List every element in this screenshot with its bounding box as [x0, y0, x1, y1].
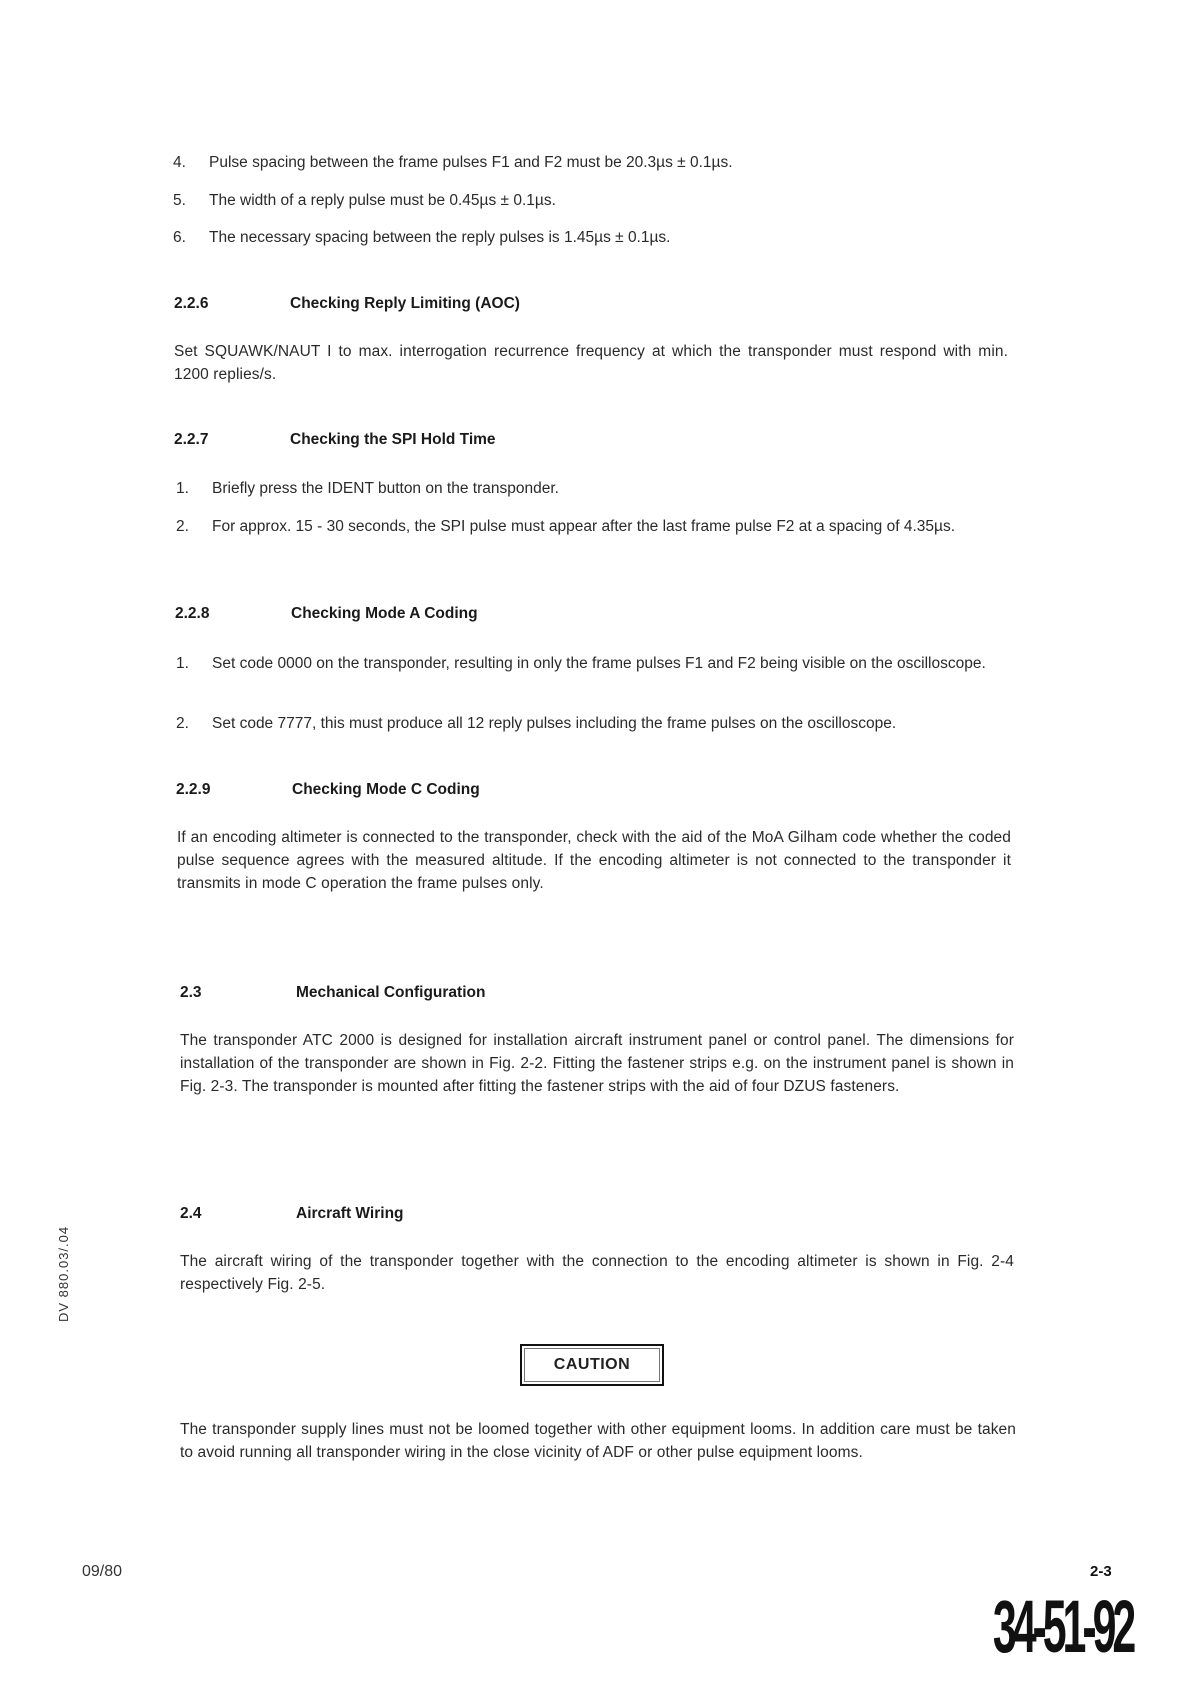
section-body: The aircraft wiring of the transponder together with the connection to the encoding altimeter is shown in Fig. 2-4 respectively Fig. 2-5. — [180, 1253, 1014, 1293]
list-text: Set code 0000 on the transponder, resulting in only the frame pulses F1 and F2 being visible on the oscilloscope. — [212, 655, 986, 672]
section-title: Checking Mode A Coding — [291, 605, 478, 622]
section-number: 2.2.8 — [175, 605, 210, 622]
side-document-label: DV 880.03/.04 — [56, 1225, 71, 1322]
section-title: Mechanical Configuration — [296, 984, 486, 1001]
section-body: The transponder ATC 2000 is designed for installation aircraft instrument panel or control panel. The dimensions for installation of the transponder are shown in Fig. 2-2. Fitting the fastener strips e.g. on the instrument panel is shown in Fig. 2-3. The transponder is mounted after fitting the fastener strips with the aid of four DZUS fasteners. — [180, 1032, 1014, 1095]
list-number: 2. — [176, 518, 189, 535]
section-body: If an encoding altimeter is connected to the transponder, check with the aid of the MoA Gilham code whether the coded pulse sequence agrees with the measured altitude. If the encoding altimeter is not connected to the transponder it transmits in mode C operation the frame pulses only. — [177, 829, 1011, 892]
list-text: The width of a reply pulse must be 0.45µs ± 0.1µs. — [209, 192, 556, 209]
caution-text-label: CAUTION — [553, 1356, 631, 1373]
document-number: 34-51-92 — [992, 1585, 1132, 1668]
footer-date: 09/80 — [82, 1563, 123, 1580]
list-text: Briefly press the IDENT button on the transponder. — [212, 480, 559, 497]
list-number: 6. — [173, 229, 186, 246]
section-body: Set SQUAWK/NAUT I to max. interrogation recurrence frequency at which the transponder must respond with min. 1200 replies/s. — [174, 343, 1008, 383]
section-title: Checking the SPI Hold Time — [290, 431, 496, 448]
list-text: The necessary spacing between the reply pulses is 1.45µs ± 0.1µs. — [209, 229, 671, 246]
section-number: 2.2.9 — [176, 781, 211, 798]
list-number: 1. — [176, 480, 189, 497]
list-number: 4. — [173, 154, 186, 171]
list-number: 1. — [176, 655, 189, 672]
section-number: 2.4 — [180, 1205, 202, 1222]
caution-label — [520, 1344, 664, 1386]
section-title: Checking Mode C Coding — [292, 781, 480, 798]
section-number: 2.2.7 — [174, 431, 209, 448]
page-number: 2-3 — [1090, 1563, 1112, 1580]
list-text: Pulse spacing between the frame pulses F1 and F2 must be 20.3µs ± 0.1µs. — [209, 154, 733, 171]
section-number: 2.2.6 — [174, 295, 209, 312]
caution-body: The transponder supply lines must not be loomed together with other equipment looms. In addition care must be taken to avoid running all transponder wiring in the close vicinity of ADF or other pulse equipment looms. — [180, 1421, 1016, 1461]
section-title: Checking Reply Limiting (AOC) — [290, 295, 520, 312]
list-text: For approx. 15 - 30 seconds, the SPI pulse must appear after the last frame pulse F2 at a spacing of 4.35µs. — [212, 518, 956, 535]
section-number: 2.3 — [180, 984, 202, 1001]
list-number: 2. — [176, 715, 189, 732]
list-text: Set code 7777, this must produce all 12 reply pulses including the frame pulses on the oscilloscope. — [212, 715, 897, 732]
list-number: 5. — [173, 192, 186, 209]
section-title: Aircraft Wiring — [296, 1205, 404, 1222]
